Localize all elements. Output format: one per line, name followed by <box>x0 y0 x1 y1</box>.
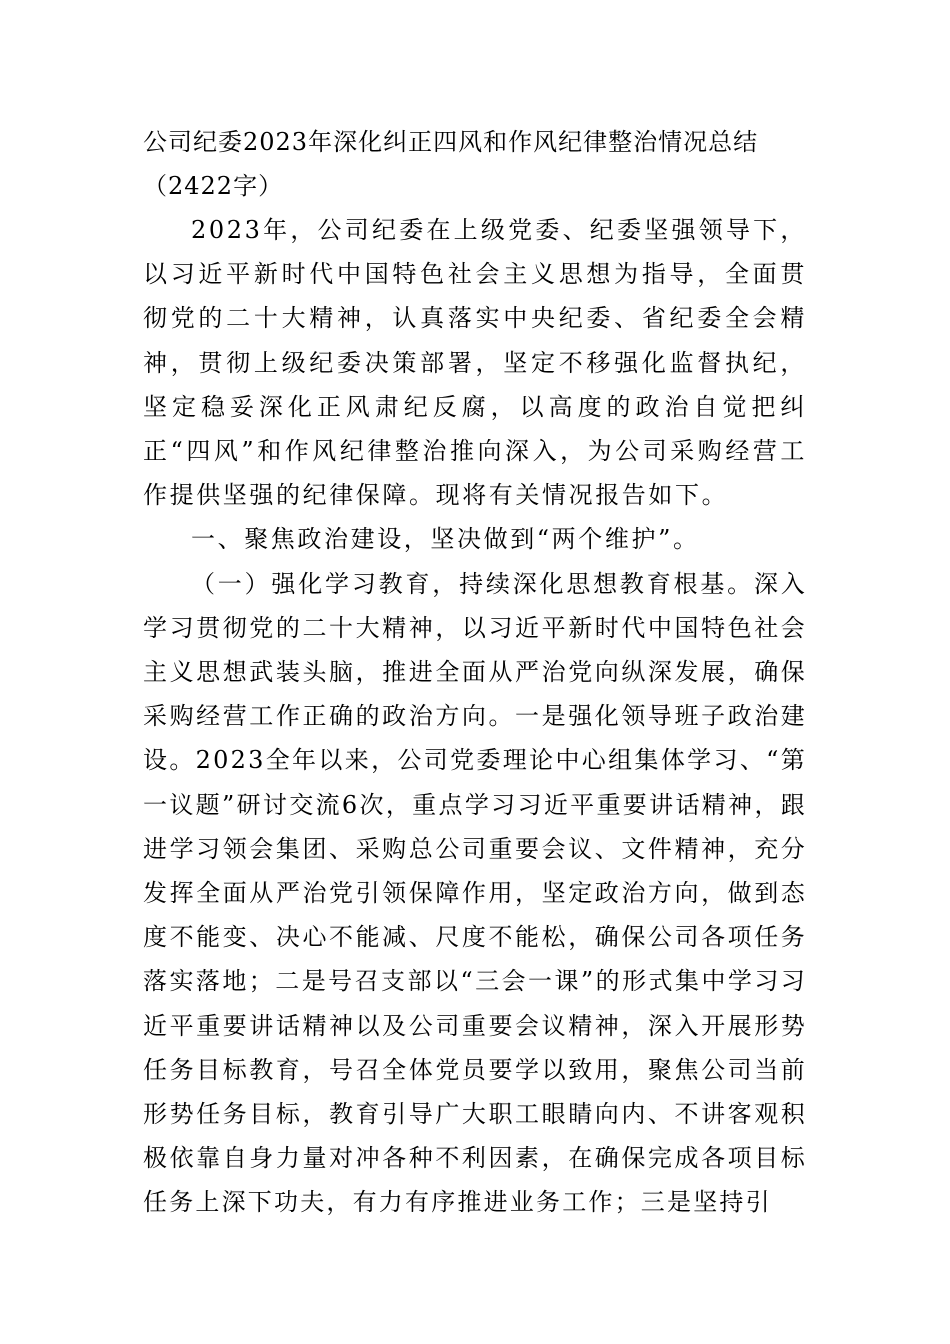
body-paragraph: （一）强化学习教育，持续深化思想教育根基。深入学习贯彻党的二十大精神，以习近平新时代中国特色社会主义思想武装头脑，推进全面从严治党向纵深发展，确保采购经营工作正确的政治方向。一是强化领导班子政治建设。2023全年以来，公司党委理论中心组集体学习、“第一议题”研讨交流6次，重点学习习近平重要讲话精神，跟进学习领会集团、采购总公司重要会议、文件精神，充分发挥全面从严治党引领保障作用，坚定政治方向，做到态度不能变、决心不能减、尺度不能松，确保公司各项任务落实落地；二是号召支部以“三会一课”的形式集中学习习近平重要讲话精神以及公司重要会议精神，深入开展形势任务目标教育，号召全体党员要学以致用，聚焦公司当前形势任务目标，教育引导广大职工眼睛向内、不讲客观积极依靠自身力量对冲各种不利因素，在确保完成各项目标任务上深下功夫，有力有序推进业务工作；三是坚持引 <box>143 569 807 1217</box>
document-title-line1: 公司纪委2023年深化纠正四风和作风纪律整治情况总结 <box>143 128 759 156</box>
document-word-count: （2422字） <box>143 172 284 200</box>
section-heading: 一、聚焦政治建设，坚决做到“两个维护”。 <box>191 525 700 554</box>
document-title <box>143 120 807 208</box>
document-page <box>143 120 807 1225</box>
intro-paragraph: 2023年，公司纪委在上级党委、纪委坚强领导下，以习近平新时代中国特色社会主义思想为指导，全面贯彻党的二十大精神，认真落实中央纪委、省纪委全会精神，贯彻上级纪委决策部署，坚定不移强化监督执纪，坚定稳妥深化正风肃纪反腐，以高度的政治自觉把纠正“四风”和作风纪律整治推向深入，为公司采购经营工作提供坚强的纪律保障。现将有关情况报告如下。 <box>143 216 807 510</box>
